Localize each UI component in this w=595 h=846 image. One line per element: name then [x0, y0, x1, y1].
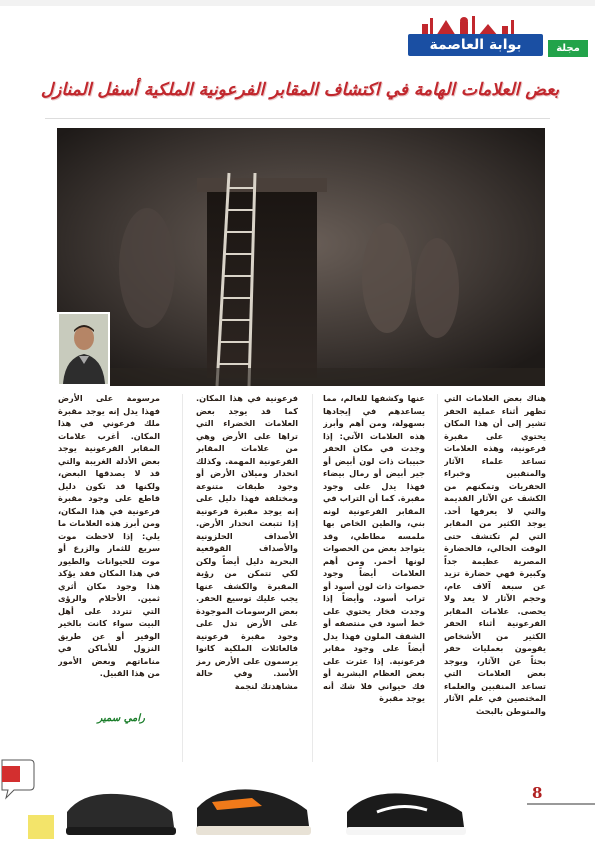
author-name: رامي سمير	[97, 713, 145, 724]
column-rule	[437, 394, 438, 762]
ad-bubble	[0, 758, 36, 800]
article-column-2: عنها وكشفها للعالم، مما يساعدهم في إيجادها بسهولة، ومن أهم وأبرز هذه العلامات الآتي: إذا وجدت في مكان الحفر حبيبات ذات لون أبيض أو جير أبيض أو رمال بيضاء فهذا يدل على وجود مقبرة. كما أن التراب في المقابر الفرعونية لونه بني، والطين الخاص بها ملمسه مطاطي، وقد يتواجد بعض من الحصوات لونها أحمر. ومن أهم العلامات أيضاً وجود حصوات ذات لون أسود أو تراب أسود. وأيضاً إذا وجدت فخار يحتوي على خط أسود في منتصفه أو الشقف الملون فهذا يدل أيضاً على وجود مقابر فرعونية. إذا عثرت على بعض العظام البشرية أو فك حيواني فلا شك أنه يوجد مقبرة	[323, 393, 425, 703]
article-column-3: فرعونية في هذا المكان. كما قد يوجد بعض العلامات الخضراء التي تراها على الأرض وهي من علامات المقابر الفرعونية المهمة. وكذلك انحدار وميلان الأرض أو وجود طبقات متنوعة ومختلفة فهذا دليل على إنه يوجد مقبرة فرعونية إذا تتبعت انحدار الأرض. الأصداف الحلزونية والأصداف القوقعية البحرية دليل أيضاً ولكن لكي تتمكن من رؤية المقبرة والكشف عنها يجب عليك توسيع الحفر. بعض الرسومات الموجودة على الأرض تدل على وجود مقبرة فرعونية فالعائلات الملكية كانوا يرسمون على الأرض رمز الأسد. وفي حالة مشاهدتك لنجمة	[196, 393, 298, 691]
article-column-1: هناك بعض العلامات التي تظهر أثناء عملية الحفر تشير إلى أن هذا المكان يحتوي على مقبرة فرعونية، وهذه العلامات تساعد علماء الآثار والمنقبين وخبراء الحفريات وتمكنهم من الكشف عن الآثار القديمة والتي لا يعرفها أحد. يوجد الكثير من المقابر التي لم تكتشف حتى الوقت الحالي، فالحضارة المصرية عظيمة جداً وكبيرة فهي حضارة تزيد عن سبعة آلاف عام، وحجم الآثار لا يعد ولا يحصى. علامات المقابر الفرعونية أثناء الحفر الكثير من الأشخاص يقومون بعمليات حفر بحثاً عن الآثار، ويوجد بعض العلامات التي تساعد المنقبين والعلماء المختصين في علم الآثار والمتوطن بالبحث	[444, 393, 546, 716]
article-title: بعض العلامات الهامة في اكتشاف المقابر الفرعونية الملكية أسفل المنازل	[40, 80, 560, 100]
column-rule	[312, 394, 313, 762]
page-number: 8	[532, 784, 543, 802]
top-bar	[0, 0, 595, 6]
article-column-4: مرسومة على الأرض فهذا يدل إنه يوجد مقبرة ملك فرعوني في هذا المكان. أغرب علامات المقابر الفرعونية يوجد بعض الأدلة الغريبة والتي قد لا يصدقها البعض، ولكنها قد تكون دليل قاطع على وجود مقبرة فرعونية في هذا المكان، ومن أبرز هذه العلامات ما يلي: إذا لاحظت موت سريع للثمار والزرع أو موت للحيوانات والطيور في هذا المكان فقد يؤكد هذا وجود مكان أثري ثمين. الأحلام والرؤى التي تتردد على أهل البيت سواء كانت بالخير الوفير أو عن طريق النزول للأماكن في مناماتهم وبعض الأمور من هذا القبيل.	[58, 393, 160, 678]
brand-name: بوابة العاصمة	[408, 34, 543, 56]
footer-rule	[527, 803, 595, 805]
skyline-icon	[418, 14, 528, 36]
section-tag: مجلة	[548, 40, 588, 57]
title-divider	[45, 118, 550, 119]
shoes-advertisement	[22, 772, 527, 842]
ad-sticker	[28, 815, 54, 839]
column-rule	[182, 394, 183, 762]
brand-logo	[408, 14, 543, 58]
tomb-photo	[57, 128, 545, 386]
author-photo	[57, 312, 110, 386]
